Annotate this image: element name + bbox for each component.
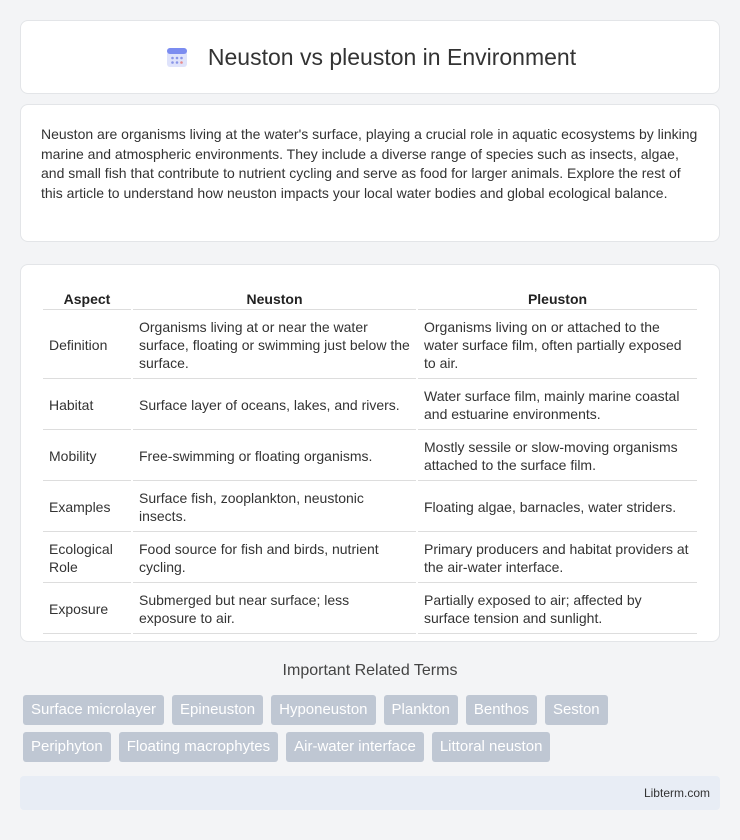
page-title: Neuston vs pleuston in Environment [207,43,577,70]
related-terms-list [23,695,683,762]
tag-seston[interactable]: Seston [545,695,608,725]
tag-littoral-neuston[interactable]: Littoral neuston [432,732,551,762]
comparison-table-card [20,264,720,642]
table-cell-aspect: Ecological Role [43,534,131,583]
table-cell-neuston: Food source for fish and birds, nutrient cycling. [133,534,416,583]
tag-surface-microlayer[interactable]: Surface microlayer [23,695,164,725]
table-cell-aspect: Mobility [43,432,131,481]
tag-periphyton[interactable]: Periphyton [23,732,111,762]
table-cell-aspect: Examples [43,483,131,532]
table-row [43,312,697,379]
tag-epineuston[interactable]: Epineuston [172,695,263,725]
intro-card [20,104,720,242]
intro-text: Neuston are organisms living at the water's surface, playing a crucial role in aquatic ecosystems by linking marine and atmospheric environments. They include a diverse range of species such as insects, algae, and small fish that contribute to nutrient cycling and serve as food for larger animals. Explore the rest of this article to understand how neuston impacts your local water bodies and global ecological balance. [41,126,698,201]
footer-site-link[interactable]: Libterm.com [643,786,710,800]
table-row [43,585,697,634]
table-cell-neuston: Submerged but near surface; less exposure to air. [133,585,416,634]
column-header-pleuston: Pleuston [418,287,697,310]
related-terms-title: Important Related Terms [282,662,458,679]
table-cell-neuston: Surface layer of oceans, lakes, and rivers. [133,381,416,430]
table-cell-aspect: Habitat [43,381,131,430]
table-cell-pleuston: Water surface film, mainly marine coastal and estuarine environments. [418,381,697,430]
calendar-icon [164,44,190,70]
column-header-aspect: Aspect [43,287,131,310]
comparison-table [41,285,699,636]
table-cell-aspect: Definition [43,312,131,379]
table-header-row [43,287,697,310]
table-cell-pleuston: Organisms living on or attached to the water surface film, often partially exposed to air. [418,312,697,379]
table-row [43,534,697,583]
table-cell-neuston: Organisms living at or near the water surface, floating or swimming just below the surface. [133,312,416,379]
tag-plankton[interactable]: Plankton [384,695,458,725]
table-cell-aspect: Exposure [43,585,131,634]
header-card [20,20,720,94]
tag-hyponeuston[interactable]: Hyponeuston [271,695,375,725]
table-cell-pleuston: Primary producers and habitat providers at the air-water interface. [418,534,697,583]
table-cell-pleuston: Floating algae, barnacles, water striders. [418,483,697,532]
footer [20,776,720,810]
tag-air-water-interface[interactable]: Air-water interface [286,732,424,762]
table-cell-neuston: Surface fish, zooplankton, neustonic insects. [133,483,416,532]
column-header-neuston: Neuston [133,287,416,310]
table-row [43,483,697,532]
tag-benthos[interactable]: Benthos [466,695,537,725]
table-row [43,381,697,430]
table-cell-pleuston: Partially exposed to air; affected by surface tension and sunlight. [418,585,697,634]
table-cell-neuston: Free-swimming or floating organisms. [133,432,416,481]
table-row [43,432,697,481]
tag-floating-macrophytes[interactable]: Floating macrophytes [119,732,278,762]
table-cell-pleuston: Mostly sessile or slow-moving organisms attached to the surface film. [418,432,697,481]
